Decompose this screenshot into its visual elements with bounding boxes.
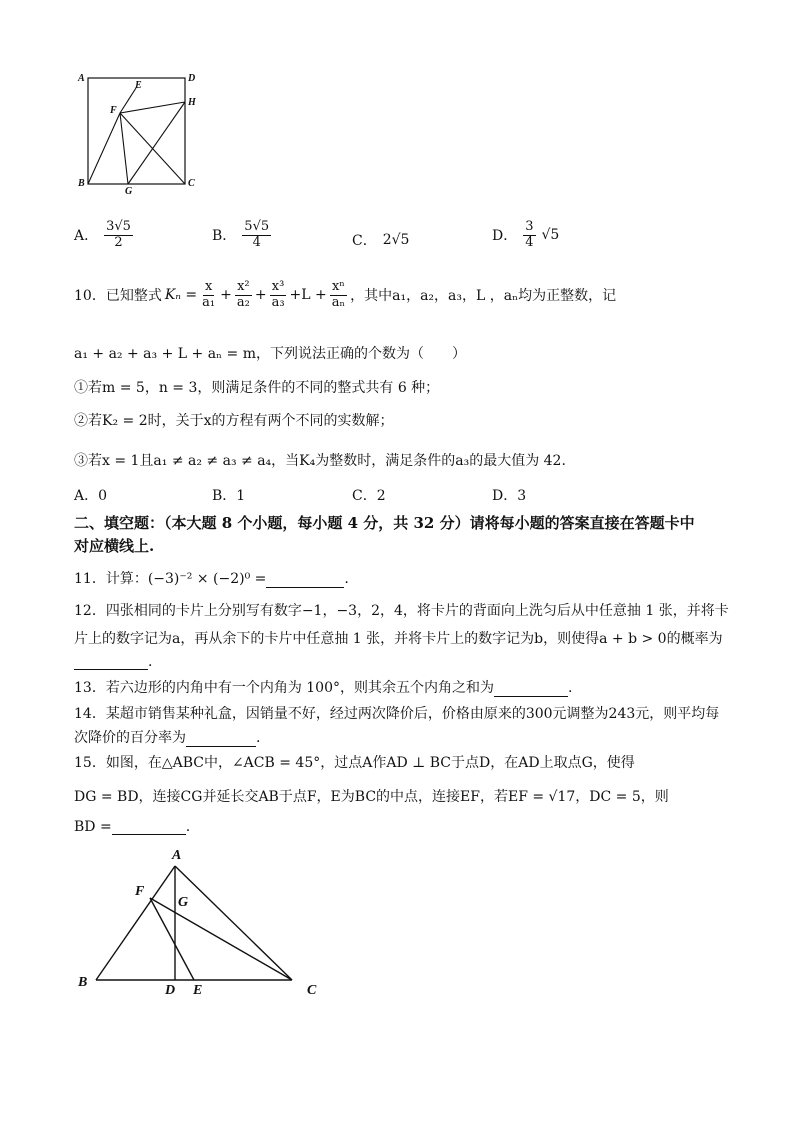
term-numerator: x bbox=[204, 279, 213, 294]
q10-formula: Kₙ = bbox=[164, 287, 198, 304]
q12-line2: 片上的数字记为a，再从余下的卡片中任意抽 1 张，并将卡片上的数字记为b，则使得a + b > 0的概率为 bbox=[74, 631, 723, 647]
option-letter: B． bbox=[212, 228, 237, 245]
option-letter: C． bbox=[352, 233, 377, 249]
label-a: A bbox=[172, 848, 182, 863]
label-c: C bbox=[188, 178, 195, 189]
label-f: F bbox=[135, 884, 145, 899]
frac-numerator: 5√5 bbox=[244, 219, 270, 234]
frac-denominator: 4 bbox=[525, 234, 534, 250]
section-heading-line2: 对应横线上. bbox=[74, 537, 155, 555]
q13-text: 13．若六边形的内角中有一个内角为 100°，则其余五个内角之和为 bbox=[74, 680, 494, 696]
q10-option-b: B．1 bbox=[212, 488, 246, 504]
label-g: G bbox=[125, 186, 133, 197]
option-value: 2√5 bbox=[382, 232, 410, 248]
label-d: D bbox=[188, 73, 196, 84]
q10-statement-1: ①若m = 5，n = 3，则满足条件的不同的整式共有 6 种； bbox=[74, 380, 440, 396]
label-h: H bbox=[188, 97, 196, 108]
q10-ellipsis: +L + bbox=[289, 287, 327, 304]
label-b: B bbox=[78, 975, 88, 990]
label-e: E bbox=[193, 983, 203, 998]
q10-option-d: D．3 bbox=[492, 488, 527, 504]
label-b: B bbox=[78, 178, 85, 189]
q10-line1: 10．已知整式 Kₙ = $\frac{x}{\text{a₁}}$ + $\frac{\text{x²}}{\text{a₂}}$ + $\frac{\text{x³}}{\text{a₃}}$ +L + $\frac{\text{xⁿ}}{\text{aₙ}}$ ，其中a₁，a₂，a₃，L ，aₙ均为正整数，记 bbox=[74, 279, 617, 310]
option-letter: D． bbox=[492, 228, 518, 245]
label-a: A bbox=[78, 73, 85, 84]
q12-answer: . bbox=[74, 654, 152, 670]
label-c: C bbox=[307, 983, 317, 998]
q10-statement-3: ③若x = 1且a₁ ≠ a₂ ≠ a₃ ≠ a₄，当K₄为整数时，满足条件的a₃的最大值为 42. bbox=[74, 453, 566, 469]
q10-line2: a₁ + a₂ + a₃ + L + aₙ = m，下列说法正确的个数为（ ） bbox=[74, 346, 467, 362]
q11-text: 11．计算：(−3)⁻² × (−2)⁰ = bbox=[74, 571, 267, 587]
frac-denominator: 2 bbox=[114, 234, 123, 250]
option-tail: √5 bbox=[541, 227, 560, 244]
q12-line1: 12．四张相同的卡片上分别写有数字−1，−3，2，4，将卡片的背面向上洗匀后从中任意抽 1 张，并将卡 bbox=[74, 603, 729, 619]
q10-suffix: ，其中a₁，a₂，a₃，L ，aₙ均为正整数，记 bbox=[350, 288, 617, 305]
frac-numerator: 3√5 bbox=[106, 219, 131, 234]
term-denominator: a₃ bbox=[271, 294, 285, 310]
label-g: G bbox=[178, 895, 189, 910]
q10-prefix: 10．已知整式 bbox=[74, 288, 162, 305]
q14-text: 次降价的百分率为 bbox=[74, 730, 186, 746]
term-denominator: a₂ bbox=[236, 294, 250, 310]
q15-text: BD = bbox=[74, 819, 112, 835]
label-e: E bbox=[135, 80, 142, 91]
term-numerator: x³ bbox=[271, 279, 285, 294]
term-numerator: x² bbox=[237, 279, 250, 294]
q10-statement-2: ②若K₂ = 2时，关于x的方程有两个不同的实数解； bbox=[74, 413, 394, 429]
q10-option-a: A．0 bbox=[74, 488, 108, 504]
q10-option-c: C．2 bbox=[352, 488, 386, 504]
q15-line3: BD = . bbox=[74, 819, 191, 835]
frac-numerator: 3 bbox=[525, 219, 534, 234]
section-heading: 二、填空题：（本大题 8 个小题，每小题 4 分，共 32 分）请将每小题的答案直接在答题卡中 bbox=[74, 514, 695, 532]
term-denominator: aₙ bbox=[331, 294, 346, 310]
q15-line2: DG = BD，连接CG并延长交AB于点F，E为BC的中点，连接EF，若EF = √17，DC = 5，则 bbox=[74, 789, 669, 805]
q11: 11．计算：(−3)⁻² × (−2)⁰ = . bbox=[74, 571, 349, 587]
option-letter: A． bbox=[74, 228, 99, 245]
frac-denominator: 4 bbox=[252, 234, 261, 250]
q15-line1: 15．如图，在△ABC中，∠ACB = 45°，过点A作AD ⊥ BC于点D，在AD上取点G，使得 bbox=[74, 755, 635, 771]
label-d: D bbox=[165, 983, 176, 998]
term-numerator: xⁿ bbox=[331, 279, 345, 294]
q13: 13．若六边形的内角中有一个内角为 100°，则其余五个内角之和为 . bbox=[74, 680, 573, 696]
term-denominator: a₁ bbox=[202, 294, 216, 310]
q14-line1: 14．某超市销售某种礼盒，因销量不好，经过两次降价后，价格由原来的300元调整为243元，则平均每 bbox=[74, 706, 720, 722]
q14-line2: 次降价的百分率为 . bbox=[74, 730, 261, 746]
label-f: F bbox=[110, 105, 117, 116]
